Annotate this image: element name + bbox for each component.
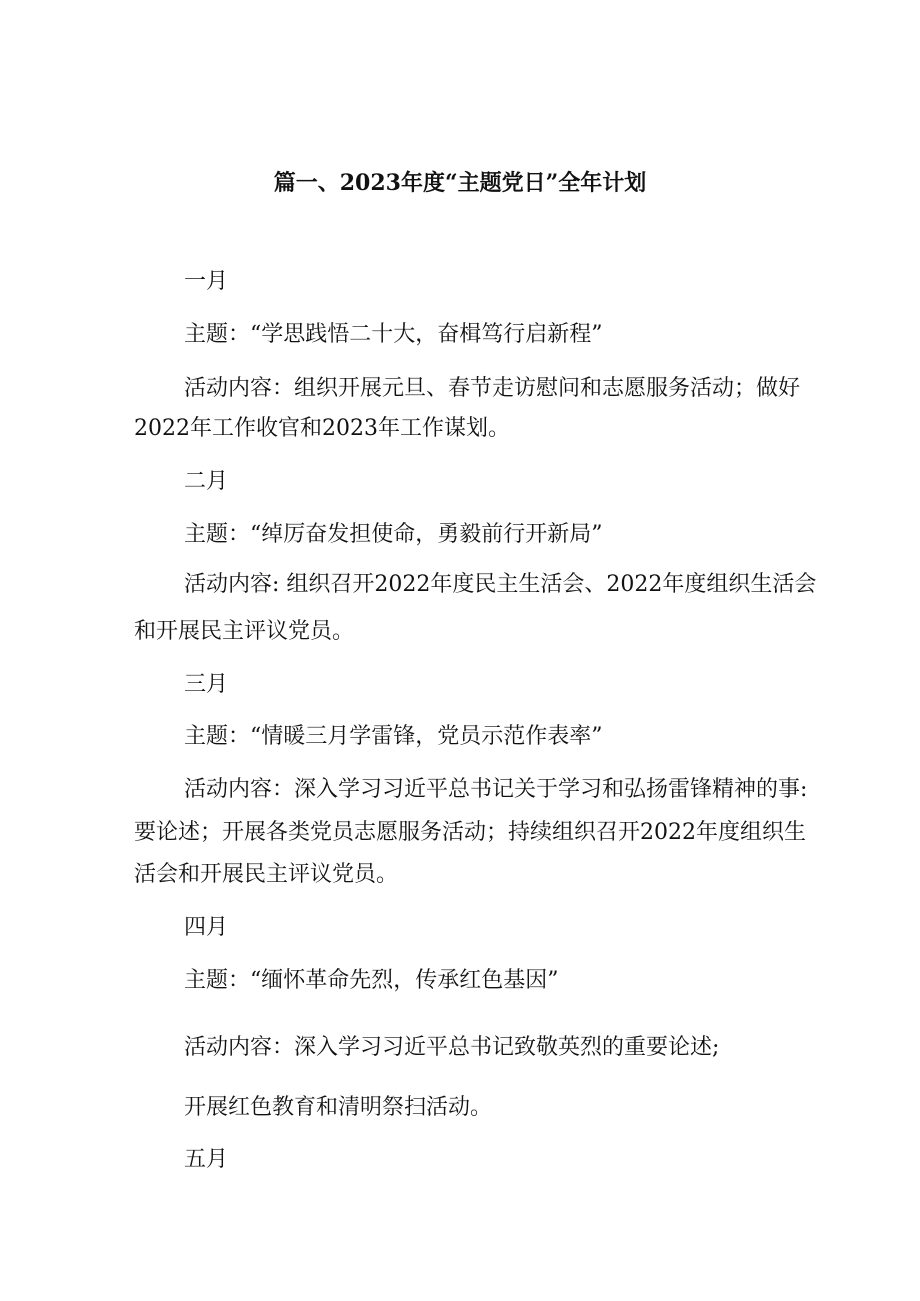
theme-line-january: 主题：“学思践悟二十大，奋楫笃行启新程” (184, 322, 603, 347)
theme-line-april: 主题：“缅怀革命先烈，传承红色基因” (184, 968, 559, 993)
activity-line-april-cont: 开展红色教育和清明祭扫活动。 (184, 1095, 493, 1120)
activity-line-march-cont2: 活会和开展民主评议党员。 (134, 862, 399, 887)
activity-line-april: 活动内容：深入学习习近平总书记致敬英烈的重要论述; (184, 1035, 720, 1060)
activity-line-february-cont: 和开展民主评议党员。 (134, 619, 355, 644)
activity-line-january-cont: 2022年工作收官和2023年工作谋划。 (134, 416, 510, 441)
activity-line-january: 活动内容：组织开展元旦、春节走访慰问和志愿服务活动；做好 (184, 376, 801, 401)
activity-line-february: 活动内容: 组织召开2022年度民主生活会、2022年度组织生活会 (184, 572, 817, 597)
document-title: 篇一、2023年度“主题党日”全年计划 (273, 170, 647, 196)
theme-line-march: 主题：“情暖三月学雷锋，党员示范作表率” (184, 724, 603, 749)
month-heading-may: 五月 (184, 1147, 229, 1172)
theme-line-february: 主题：“绰厉奋发担使命，勇毅前行开新局” (184, 522, 603, 547)
activity-line-march: 活动内容：深入学习习近平总书记关于学习和弘扬雷锋精神的事: (184, 777, 808, 802)
month-heading-april: 四月 (184, 915, 229, 940)
month-heading-january: 一月 (184, 269, 229, 294)
month-heading-march: 三月 (184, 672, 229, 697)
month-heading-february: 二月 (184, 469, 229, 494)
activity-line-march-cont1: 要论述；开展各类党员志愿服务活动；持续组织召开2022年度组织生 (134, 820, 806, 845)
